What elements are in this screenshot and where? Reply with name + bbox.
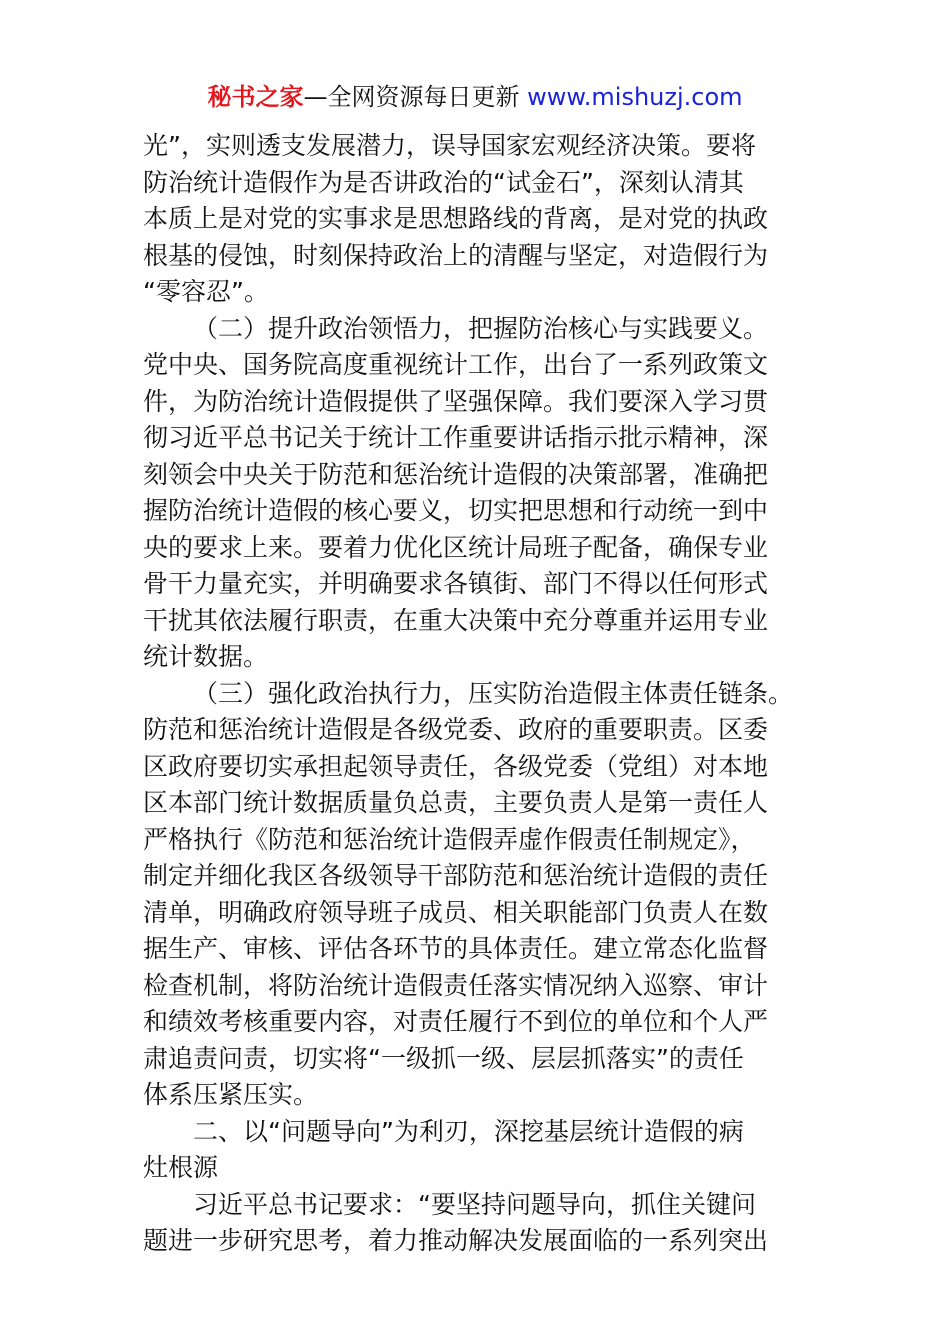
text-line: 防治统计造假作为是否讲政治的“试金石”，深刻认清其 [143,167,744,197]
text-line: 题进一步研究思考，着力推动解决发展面临的一系列突出 [143,1226,769,1255]
text-line: 区政府要切实承担起领导责任，各级党委（党组）对本地 [143,751,769,781]
site-brand: 秘书之家 [207,83,304,111]
text-line: 干扰其依法履行职责，在重大决策中充分尊重并运用专业 [143,605,769,635]
text-line: 区本部门统计数据质量负总责，主要负责人是第一责任人 [143,788,769,817]
text-line: 和绩效考核重要内容，对责任履行不到位的单位和个人严 [143,1007,769,1036]
text-line: 央的要求上来。要着力优化区统计局班子配备，确保专业 [143,532,769,562]
text-line: 严格执行《防范和惩治统计造假弄虚作假责任制规定》， [143,824,756,854]
site-tagline: —全网资源每日更新 [303,83,528,111]
text-line: （二）提升政治领悟力，把握防治核心与实践要义。 [193,313,769,343]
text-line: 本质上是对党的实事求是思想路线的背离，是对党的执政 [143,204,769,233]
text-line: 根基的侵蚀，时刻保持政治上的清醒与坚定，对造假行为 [143,240,769,270]
text-line: 骨干力量充实，并明确要求各镇街、部门不得以任何形式 [143,569,769,598]
text-line: 刻领会中央关于防范和惩治统计造假的决策部署，准确把 [143,459,769,489]
text-line: 党中央、国务院高度重视统计工作，出台了一系列政策文 [143,350,769,379]
site-header [0,80,950,114]
text-line: 件，为防治统计造假提供了坚强保障。我们要深入学习贯 [143,386,769,416]
text-line: 肃追责问责，切实将“一级抓一级、层层抓落实”的责任 [143,1043,744,1073]
text-line: （三）强化政治执行力，压实防治造假主体责任链条。 [193,678,794,708]
text-line: 检查机制，将防治统计造假责任落实情况纳入巡察、审计 [143,970,769,1000]
text-line: 体系压紧压实。 [143,1080,319,1109]
text-line: 据生产、审核、评估各环节的具体责任。建立常态化监督 [143,934,769,963]
text-line: 二、以“问题导向”为利刃，深挖基层统计造假的病 [193,1116,744,1146]
text-line: 握防治统计造假的核心要义，切实把思想和行动统一到中 [143,496,769,525]
text-line: 统计数据。 [143,642,269,671]
text-line: 光”，实则透支发展潜力，误导国家宏观经济决策。要将 [143,131,756,160]
text-line: 灶根源 [143,1153,219,1182]
text-line: 制定并细化我区各级领导干部防范和惩治统计造假的责任 [143,861,769,890]
text-line: “零容忍”。 [143,277,269,306]
site-url-link[interactable]: www.mishuzj.com [527,83,743,111]
document-body [143,128,813,1260]
text-line: 彻习近平总书记关于统计工作重要讲话指示批示精神，深 [143,423,769,452]
text-line: 习近平总书记要求：“要坚持问题导向，抓住关键问 [193,1189,756,1219]
text-line: 防范和惩治统计造假是各级党委、政府的重要职责。区委 [143,715,769,744]
text-line: 清单，明确政府领导班子成员、相关职能部门负责人在数 [143,897,769,927]
